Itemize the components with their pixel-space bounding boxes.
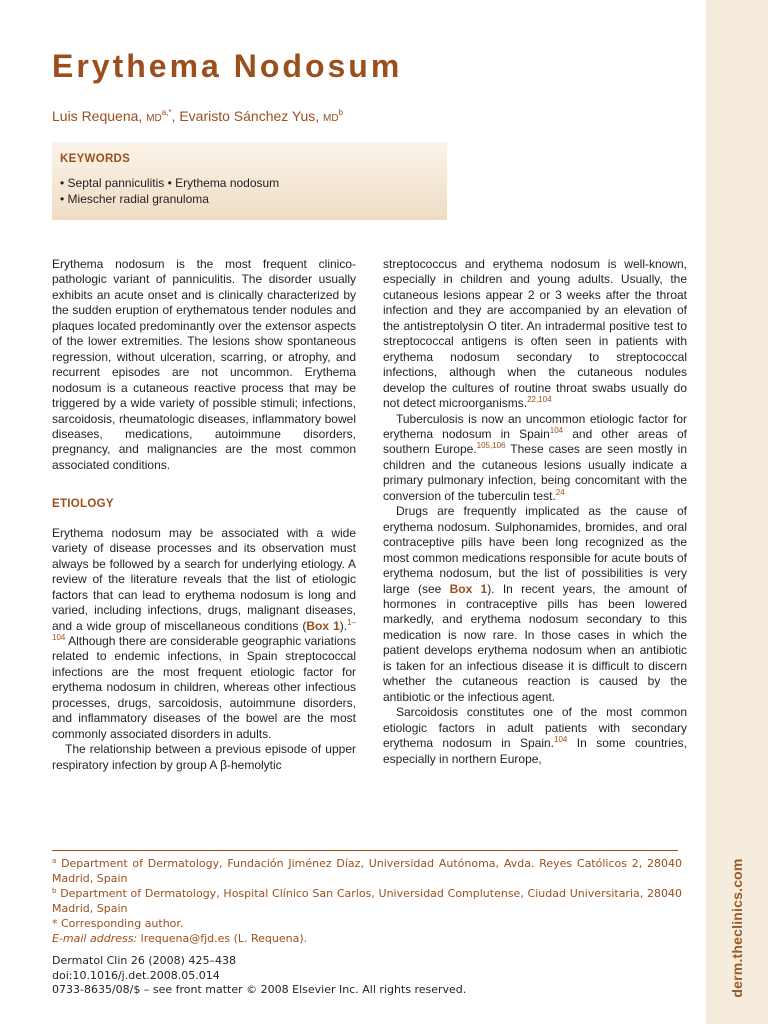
reference-link[interactable]: 24	[555, 487, 565, 497]
author-2-degree: MD	[323, 113, 339, 124]
keywords-line-2: • Miescher radial granuloma	[60, 192, 209, 206]
sarcoidosis-paragraph	[383, 705, 687, 767]
author-2-name: Evaristo Sánchez Yus,	[179, 108, 320, 124]
streptococcus-paragraph	[383, 257, 687, 412]
journal-citation: Dermatol Clin 26 (2008) 425–438	[52, 954, 236, 967]
footnote-a	[52, 856, 682, 886]
author-1-name: Luis Requena,	[52, 108, 143, 124]
reference-link[interactable]: 105,106	[476, 441, 506, 451]
keywords-heading: KEYWORDS	[60, 153, 131, 165]
footnotes	[52, 856, 682, 946]
etiology-paragraph-2: The relationship between a previous episode of upper respiratory infection by group A β-hemolytic	[52, 742, 356, 772]
citation-block	[52, 954, 466, 998]
email-line	[52, 931, 682, 946]
etiology-text-3: Although there are considerable geographic variations related to endemic infections, in Spain streptococcal infections are the most frequent etiologic factor for erythema nodosum in children, whereas other infectious processes, drugs, sarcoidosis, autoimmune disorders, and inflammatory diseases of the bowel are the most commonly associated disorders in adults.	[52, 633, 356, 741]
footnote-b-mark: b	[52, 887, 57, 895]
tuberculosis-text-3: These cases are seen mostly in children and the cutaneous lesions usually indicate a primary pulmonary infection, being concomitant with the conversion of the tuberculin test.	[383, 442, 687, 503]
etiology-text-1: Erythema nodosum may be associated with a wide variety of disease processes and its observation must always be followed by a search for underlying etiology. A review of the literature reveals that the list of etiologic factors that can lead to erythema nodosum is long and varied, including infections, drugs, malignant diseases, and a wide group of miscellaneous conditions (	[52, 525, 356, 633]
email-address[interactable]: lrequena@fjd.es (L. Requena).	[137, 932, 308, 945]
etiology-paragraph-1	[52, 526, 356, 742]
tuberculosis-paragraph	[383, 412, 687, 505]
copyright: 0733-8635/08/$ – see front matter © 2008 Elsevier Inc. All rights reserved.	[52, 983, 467, 996]
intro-paragraph: Erythema nodosum is the most frequent clinico-pathologic variant of panniculitis. The disorder usually exhibits an acute onset and is clinically characterized by the sudden eruption of erythematous tender nodules and plaques located predominantly over the extensor aspects of the lower extremities. The lesions show spontaneous regression, without ulceration, scarring, or atrophy, and recurrent episodes are not uncommon. Erythema nodosum is a cutaneous reactive process that may be triggered by a wide variety of possible stimuli; infections, sarcoidosis, rheumatologic diseases, inflammatory bowel diseases, medications, autoimmune disorders, pregnancy, and malignancies are the most common associated conditions.	[52, 257, 356, 472]
box-1-link[interactable]: Box 1	[306, 618, 340, 633]
footnote-b	[52, 886, 682, 916]
keywords-line-1: • Septal panniculitis • Erythema nodosum	[60, 176, 280, 190]
article-title: Erythema Nodosum	[52, 48, 403, 84]
sarcoidosis-text-2: In some countries, especially in northern Europe,	[383, 736, 687, 766]
body-column-right	[383, 257, 687, 767]
footnote-a-mark: a	[52, 857, 57, 865]
sarcoidosis-text-1: Sarcoidosis constitutes one of the most common etiologic factors in adult patients with secondary erythema nodosum in Spain.	[383, 705, 687, 751]
footnote-b-text: Department of Dermatology, Hospital Clínico San Carlos, Universidad Complutense, Ciudad Universitaria, 28040 Madrid, Spain	[52, 887, 682, 915]
reference-link[interactable]: 104	[554, 735, 568, 745]
footnote-a-text: Department of Dermatology, Fundación Jiménez Díaz, Universidad Autónoma, Avda. Reyes Católicos 2, 28040 Madrid, Spain	[52, 857, 682, 885]
tuberculosis-text-2: and other areas of southern Europe.	[383, 426, 688, 457]
body-column-left	[52, 257, 356, 773]
box-1-link[interactable]: Box 1	[449, 581, 488, 596]
corresponding-author: * Corresponding author.	[52, 917, 184, 930]
etiology-heading: ETIOLOGY	[52, 498, 114, 511]
drugs-text-1: Drugs are frequently implicated as the cause of erythema nodosum. Sulphonamides, bromides, and oral contraceptive pills have been long recognized as the most common medications responsible for acute bouts of erythema nodosum, but the list of possibilities is very large (see	[383, 504, 687, 596]
reference-link[interactable]: 104	[549, 425, 564, 435]
drugs-paragraph	[383, 504, 687, 705]
email-label: E-mail address:	[52, 932, 138, 945]
streptococcus-text: streptococcus and erythema nodosum is well-known, especially in children and young adults. Usually, the cutaneous lesions appear 2 or 3 weeks after the throat infection and they are accompanied by an elevation of the antistreptolysin O titer. An intradermal positive test to streptococcal antigens is often seen in patients with erythema nodosum secondary to streptococcal infections, although when the cutaneous nodules develop the cultures of routine throat swabs usually do not detect microorganisms.	[383, 257, 687, 411]
doi[interactable]: doi:10.1016/j.det.2008.05.014	[52, 968, 220, 982]
reference-link[interactable]: 22,104	[527, 395, 552, 405]
footnote-divider	[52, 850, 678, 851]
keywords-list	[60, 175, 279, 207]
author-1-affiliation-mark: a,*	[161, 108, 172, 117]
drugs-text-2: ). In recent years, the amount of hormones in contraceptive pills has been lowered markedly, and erythema nodosum secondary to this medication is now rare. In those cases in which the patient develops erythema nodosum when an antibiotic is taken for an infectious disease it is difficult to discern whether the cutaneous reaction is caused by the antibiotic or the infectious agent.	[383, 581, 687, 704]
journal-url: derm.theclinics.com	[729, 858, 745, 998]
tuberculosis-text-1: Tuberculosis is now an uncommon etiologic factor for erythema nodosum in Spain	[383, 411, 687, 441]
keywords-box	[52, 142, 447, 220]
author-2-affiliation-mark: b	[338, 108, 344, 117]
author-line: Luis Requena, $MD^{a,*}$, Evaristo Sánchez Yus, $MD^b$	[52, 108, 344, 124]
author-1-degree: MD	[146, 113, 162, 124]
etiology-text-2: ).	[339, 618, 348, 633]
reference-link[interactable]: 1–104	[52, 617, 356, 642]
